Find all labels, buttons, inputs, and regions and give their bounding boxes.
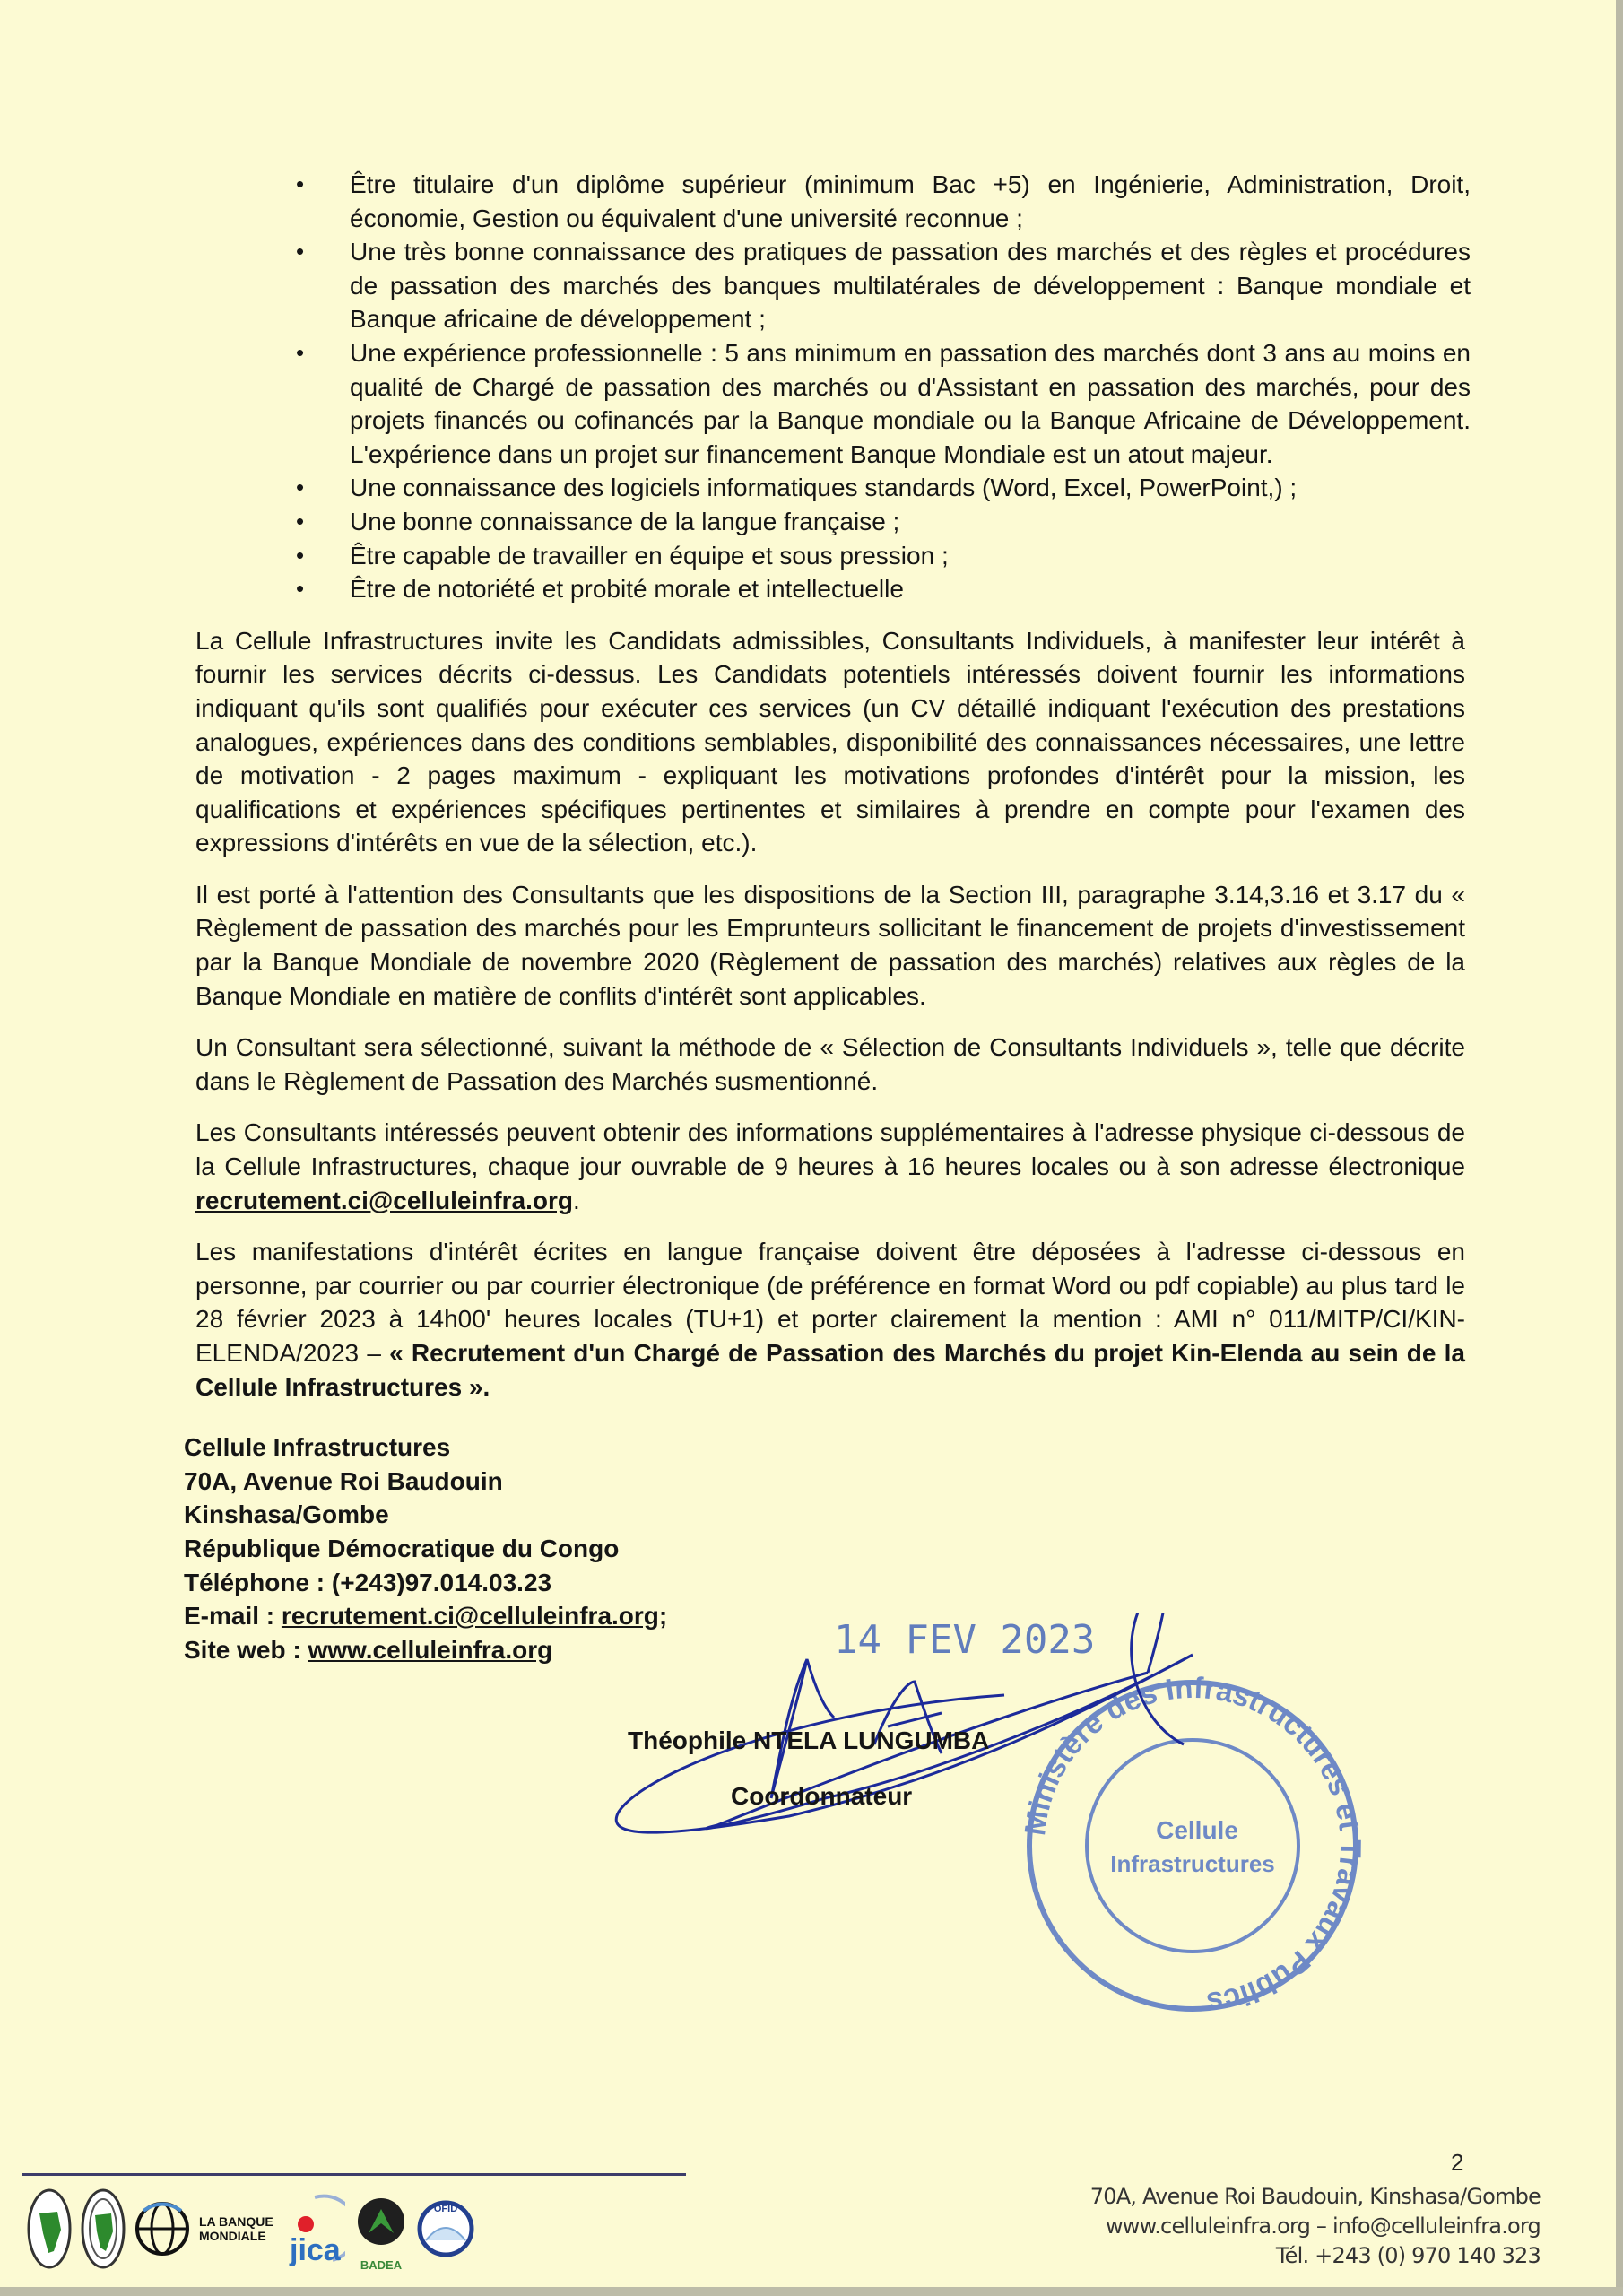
footer-phone: Tél. +243 (0) 970 140 323 xyxy=(1275,2243,1541,2268)
invitation-paragraph: La Cellule Infrastructures invite les Candidats admissibles, Consultants Individuels, à manifester leur intérêt à fournir les services décrits ci-dessus. Les Candidats potentiels intéressés doivent fournir les informations indiquant qu'ils sont qualifiés pour exécuter ces services (un CV détaillé indiquant l'exécution des prestations analogues, expériences dans des conditions semblables, disponibilité des connaissances nécessaires, une lettre de motivation - 2 pages maximum - expliquant les motivations profondes d'intérêt pour la mission, les qualifications et expériences spécifiques pertinentes et similaires à prendre en compte pour l'examen des expressions d'intérêts en vue de la sélection, etc.). xyxy=(195,626,1465,857)
official-stamp xyxy=(834,1617,1367,2020)
submission-paragraph xyxy=(195,1235,1465,1404)
stamp-and-signature xyxy=(0,1613,1623,2025)
signature-block xyxy=(0,1613,1623,2025)
submission-title: « Recrutement d'un Chargé de Passation des Marchés du projet Kin-Elenda au sein de la Cellule Infrastructures ». xyxy=(195,1339,1465,1401)
address-phone: Téléphone : (+243)97.014.03.23 xyxy=(184,1568,552,1596)
wb-line-1: LA BANQUE xyxy=(199,2214,273,2229)
requirements-list xyxy=(296,168,1471,606)
jica-logo-icon xyxy=(288,2188,345,2269)
date-stamp: 14 FEV 2023 xyxy=(834,1617,1096,1664)
attention-paragraph: Il est porté à l'attention des Consultants que les dispositions de la Section III, paragraphe 3.14,3.16 et 3.17 du « Règlement de passation des marchés pour les Emprunteurs sollicitant le financement de projets d'investissement par la Banque Mondiale de novembre 2020 (Règlement de passation des marchés) relatives aux règles de la Banque Mondiale en matière de conflits d'intérêt sont applicables. xyxy=(195,880,1465,1010)
world-bank-logo-icon xyxy=(135,2188,190,2269)
address-city: Kinshasa/Gombe xyxy=(184,1500,389,1529)
stamp-ring-text: Ministère des Infrastructures et Travaux Publics xyxy=(1018,1671,1368,2021)
page-number: 2 xyxy=(1451,2149,1464,2176)
address-email-link[interactable]: recrutement.ci@celluleinfra.org xyxy=(281,1602,659,1631)
signatory-name: Théophile NTELA LUNGUMBA xyxy=(628,1726,990,1755)
selection-paragraph: Un Consultant sera sélectionné, suivant la méthode de « Sélection de Consultants Individuels », telle que décrite dans le Règlement de Passation des Marchés susmentionné. xyxy=(195,1033,1465,1095)
document-body xyxy=(0,168,1623,2025)
website-link[interactable]: www.celluleinfra.org xyxy=(308,1635,553,1664)
email-suffix: ; xyxy=(658,1602,668,1631)
info-suffix: . xyxy=(572,1186,580,1214)
info-paragraph xyxy=(195,1116,1465,1217)
requirement-item: • Une expérience professionnelle : 5 ans minimum en passation des marchés dont 3 ans au moins en qualité de Chargé de passation des marchés ou d'Assistant en passation des marchés, pour des projets financés ou cofinancés par la Banque mondiale ou la Banque Africaine de Développement. L'expérience dans un projet sur financement Banque Mondiale est un atout majeur. xyxy=(296,336,1471,471)
scan-edge-bottom xyxy=(0,2287,1623,2296)
wb-line-2: MONDIALE xyxy=(199,2229,266,2243)
footer-street: 70A, Avenue Roi Baudouin, Kinshasa/Gombe xyxy=(1089,2184,1541,2209)
ofid-logo-icon xyxy=(417,2188,474,2269)
requirement-item: • Une très bonne connaissance des pratiques de passation des marchés et des règles et procédures de passation des marchés des banques multilatérales de développement : Banque mondiale et Banque africaine de développement ; xyxy=(296,235,1471,336)
afdb-logo-icon xyxy=(27,2188,72,2269)
email-label: E-mail : xyxy=(184,1602,282,1631)
adf-logo-icon xyxy=(81,2188,126,2269)
footer-address xyxy=(1090,2182,1541,2271)
jica-text: jica xyxy=(289,2233,341,2267)
requirement-item: • Une bonne connaissance de la langue française ; xyxy=(296,505,1471,539)
address-org: Cellule Infrastructures xyxy=(184,1433,451,1462)
signatory-role: Coordonnateur xyxy=(731,1782,913,1811)
stamp-inner-2: Infrastructures xyxy=(1110,1850,1275,1878)
address-country: République Démocratique du Congo xyxy=(184,1534,620,1562)
requirement-item: • Être capable de travailler en équipe et sous pression ; xyxy=(296,539,1471,573)
ofid-text: OFID xyxy=(433,2204,457,2214)
requirement-item: • Être de notoriété et probité morale et intellectuelle xyxy=(296,572,1471,606)
footer-contact: www.celluleinfra.org – info@celluleinfra.org xyxy=(1105,2213,1541,2239)
badea-text: BADEA xyxy=(360,2258,402,2272)
address-street: 70A, Avenue Roi Baudouin xyxy=(184,1466,503,1495)
web-label: Site web : xyxy=(184,1635,308,1664)
email-link[interactable]: recrutement.ci@celluleinfra.org xyxy=(195,1186,573,1214)
requirement-item: • Une connaissance des logiciels informatiques standards (Word, Excel, PowerPoint,) ; xyxy=(296,471,1471,505)
info-text: Les Consultants intéressés peuvent obtenir des informations supplémentaires à l'adresse physique ci-dessous de la Cellule Infrastructures, chaque jour ouvrable de 9 heures à 16 heures locales ou à son adresse électronique xyxy=(195,1118,1465,1181)
badea-logo-icon xyxy=(354,2184,408,2274)
stamp-inner-1: Cellule xyxy=(1156,1816,1238,1845)
partner-logos xyxy=(27,2179,474,2278)
requirement-item: • Être titulaire d'un diplôme supérieur (minimum Bac +5) en Ingénierie, Administration, Droit, économie, Gestion ou équivalent d'une université reconnue ; xyxy=(296,168,1471,235)
footer-divider xyxy=(22,2173,686,2176)
submission-text: Les manifestations d'intérêt écrites en langue française doivent être déposées à l'adresse ci-dessous en personne, par courrier ou par courrier électronique (de préférence en format Word ou pdf copiable) au plus tard le 28 février 2023 à 14h00' heures locales (TU+1) et porter clairement la mention : AMI n° 011/MITP/CI/KIN-ELENDA/2023 – xyxy=(195,1238,1465,1367)
world-bank-label xyxy=(199,2214,273,2243)
